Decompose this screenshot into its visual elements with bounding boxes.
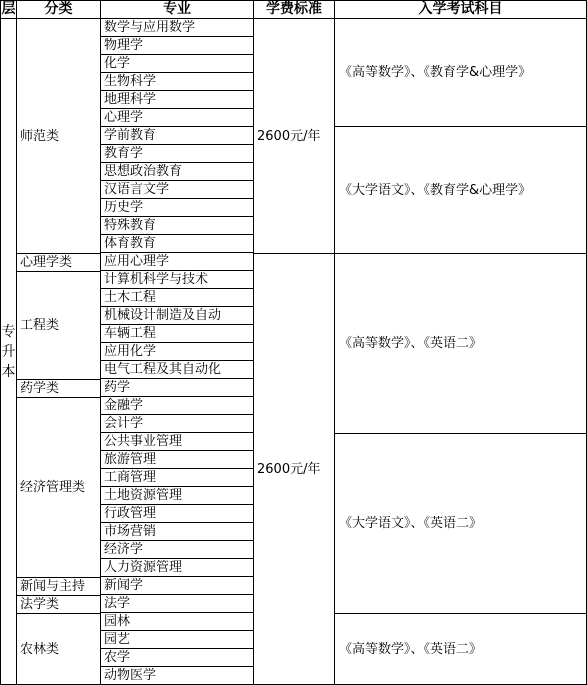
exam-cell: 《大学语文》、《教育学&心理学》 [335,127,587,254]
major-cell: 会计学 [101,415,254,433]
exam-cell: 《大学语文》、《英语二》 [335,434,587,614]
major-cell: 思想政治教育 [101,163,254,181]
category-cell: 心理学类 [17,254,101,272]
header-level: 层 [1,1,16,17]
major-cell: 体育教育 [101,235,254,253]
major-cell: 汉语言文学 [101,181,254,199]
major-cell: 法学 [101,595,254,613]
major-cell: 旅游管理 [101,451,254,469]
major-cell: 市场营销 [101,523,254,541]
major-cell: 应用化学 [101,343,254,361]
major-cell: 土木工程 [101,289,254,307]
major-cell: 电气工程及其自动化 [101,361,254,379]
major-cell: 特殊教育 [101,217,254,235]
category-cell: 经济管理类 [17,398,101,578]
major-cell: 园艺 [101,631,254,649]
major-cell: 人力资源管理 [101,559,254,577]
major-cell: 土地资源管理 [101,487,254,505]
major-cell: 动物医学 [101,667,254,685]
major-cell: 地理科学 [101,91,254,109]
major-cell: 教育学 [101,145,254,163]
exam-cell: 《高等数学》、《英语二》 [335,254,587,434]
major-cell: 应用心理学 [101,253,254,271]
major-cell: 生物科学 [101,73,254,91]
major-cell: 物理学 [101,37,254,55]
major-cell: 经济学 [101,541,254,559]
major-cell: 机械设计制造及自动 [101,307,254,325]
major-cell: 工商管理 [101,469,254,487]
major-cell: 学前教育 [101,127,254,145]
major-cell: 新闻学 [101,577,254,595]
major-cell: 心理学 [101,109,254,127]
level-char: 升 [1,343,16,360]
category-cell: 法学类 [17,596,101,614]
major-cell: 化学 [101,55,254,73]
header-major: 专业 [101,0,254,19]
header-category: 分类 [17,0,101,19]
major-cell: 历史学 [101,199,254,217]
major-cell: 金融学 [101,397,254,415]
exam-cell: 《高等数学》、《英语二》 [335,614,587,685]
major-cell: 车辆工程 [101,325,254,343]
level-char: 本 [1,363,16,380]
category-cell: 农林类 [17,614,101,685]
header-exam: 入学考试科目 [335,0,587,19]
major-cell: 数学与应用数学 [101,19,254,37]
category-cell: 工程类 [17,272,101,380]
category-cell: 药学类 [17,380,101,398]
category-cell: 新闻与主持 [17,578,101,596]
major-cell: 行政管理 [101,505,254,523]
exam-cell: 《高等数学》、《教育学&心理学》 [335,19,587,127]
category-cell: 师范类 [17,19,101,254]
fee-cell: 2600元/年 [254,254,335,685]
header-fee: 学费标准 [254,0,335,19]
major-cell: 药学 [101,379,254,397]
fee-cell: 2600元/年 [254,19,335,254]
level-cell [0,19,17,685]
major-cell: 计算机科学与技术 [101,271,254,289]
level-char: 专 [1,323,16,340]
major-cell: 园林 [101,613,254,631]
major-cell: 农学 [101,649,254,667]
major-cell: 公共事业管理 [101,433,254,451]
